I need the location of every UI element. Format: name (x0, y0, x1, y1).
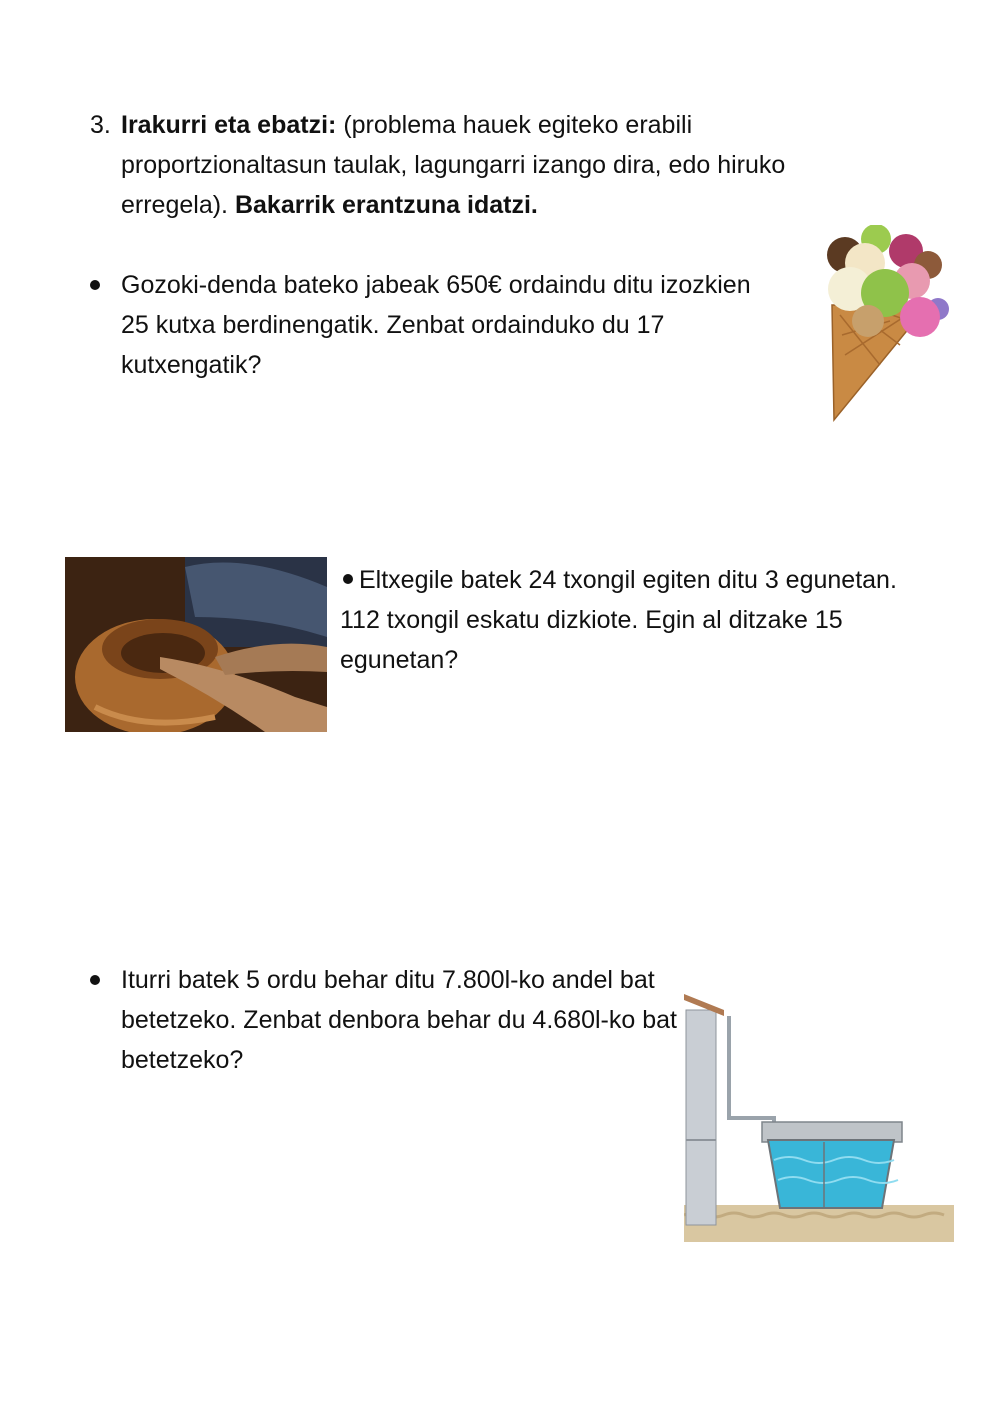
exercise-heading (90, 105, 890, 225)
bullet-icon (90, 280, 100, 290)
water-tank-diagram (684, 990, 954, 1242)
problem-1-text: Gozoki-denda bateko jabeak 650€ ordaindu ditu izozkien 25 kutxa berdinengatik. Zenbat ordainduko du 17 kutxengatik? (121, 271, 751, 379)
bullet-icon (343, 574, 353, 584)
pottery-wheel-photo (65, 557, 327, 732)
exercise-instructions: (problema hauek egiteko erabili proportzionaltasun taulak, lagungarri izango dira, edo hiruko erregela). (121, 111, 786, 219)
problem-3-text: Iturri batek 5 ordu behar ditu 7.800l-ko andel bat betetzeko. Zenbat denbora behar du 4.680l-ko bat betetzeko? (121, 966, 677, 1074)
exercise-number: 3. (90, 111, 111, 139)
problem-2-label: Eltxegile batek 24 txongil egiten ditu 3 egunetan. 112 txongil eskatu dizkiote. Egin al ditzake 15 egunetan? (340, 566, 897, 674)
exercise-emphasis: Bakarrik erantzuna idatzi. (234, 191, 538, 219)
exercise-title: Irakurri eta ebatzi: (121, 111, 337, 139)
ice-cream-cone-icon (820, 225, 955, 425)
problem-2-text (340, 560, 910, 680)
exercise-instructions-block (121, 105, 890, 225)
bullet-icon (90, 975, 100, 985)
